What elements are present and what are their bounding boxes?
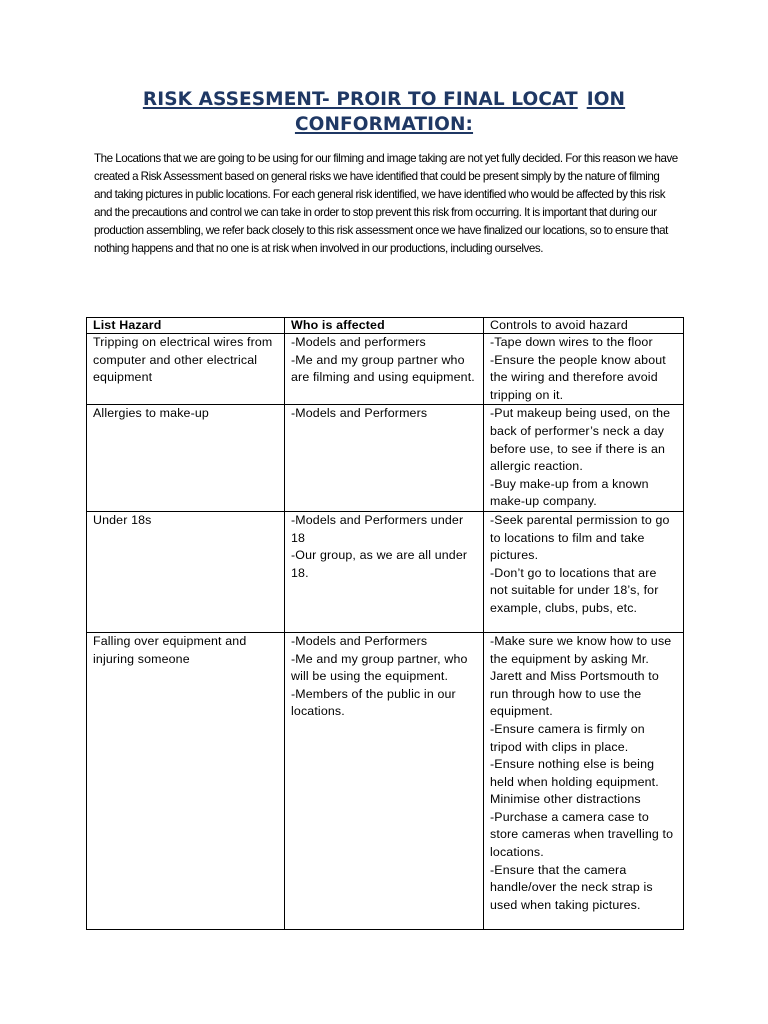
affected-cell: [285, 632, 484, 929]
control-line: Minimise other distractions: [490, 792, 641, 807]
affected-line: -Models and Performers under 18: [291, 512, 464, 545]
controls-cell: [484, 334, 684, 405]
control-line: -Ensure that the camera handle/over the neck strap is used when taking pictures.: [490, 862, 653, 912]
controls-cell: [484, 632, 684, 929]
table-row: [87, 334, 684, 405]
affected-cell: [285, 511, 484, 632]
table-header-row: [87, 318, 684, 334]
hazard-cell: Under 18s: [87, 511, 285, 632]
table-row: [87, 405, 684, 512]
hazard-cell: Allergies to make-up: [87, 405, 285, 512]
hazard-cell: Tripping on electrical wires from computer and other electrical equipment: [87, 334, 285, 405]
header-controls: Controls to avoid hazard: [484, 318, 684, 334]
affected-cell: [285, 334, 484, 405]
control-line: -Ensure the people know about the wiring and therefore avoid tripping on it.: [490, 352, 666, 402]
control-line: -Make sure we know how to use the equipment by asking Mr. Jarett and Miss Portsmouth to run through how to use the equipment.: [490, 633, 672, 719]
hazard-cell: Falling over equipment and injuring someone: [87, 632, 285, 929]
affected-line: -Our group, as we are all under 18.: [291, 548, 468, 580]
title-line-2: CONFORMATION:: [294, 114, 474, 135]
controls-cell: [484, 405, 684, 512]
control-line: -Tape down wires to the floor: [490, 335, 653, 349]
control-line: -Seek parental permission to go to locations to film and take pictures.: [490, 512, 670, 563]
controls-cell: [484, 511, 684, 632]
affected-line: -Models and Performers: [291, 406, 428, 421]
document-title: [86, 87, 682, 137]
affected-line: -Me and my group partner, who will be using the equipment.: [291, 651, 468, 684]
control-line: -Ensure nothing else is being held when holding equipment.: [490, 757, 659, 789]
control-line: -Don’t go to locations that are not suitable for under 18’s, for example, clubs, pubs, etc.: [490, 565, 659, 615]
title-part-1: RISK ASSESMENT- PROIR TO FINAL LOCAT: [142, 89, 578, 110]
affected-line: -Models and performers: [291, 335, 426, 349]
title-part-2: ION: [586, 89, 626, 110]
control-line: -Ensure camera is firmly on tripod with clips in place.: [490, 721, 645, 754]
control-line: -Put makeup being used, on the back of performer’s neck a day before use, to see if there is an allergic reaction.: [490, 406, 671, 474]
affected-line: -Models and Performers: [291, 633, 428, 648]
table-row: [87, 511, 684, 632]
header-list-hazard: List Hazard: [87, 318, 285, 334]
control-line: -Purchase a camera case to store cameras when travelling to locations.: [490, 809, 674, 860]
risk-assessment-table: [86, 317, 684, 930]
affected-line: -Members of the public in our locations.: [291, 686, 456, 719]
affected-line: -Me and my group partner who are filming and using equipment.: [291, 352, 475, 385]
affected-cell: [285, 405, 484, 512]
header-who-is-affected: Who is affected: [285, 318, 484, 334]
intro-paragraph: The Locations that we are going to be using for our filming and image taking are not yet fully decided. For this reason we have created a Risk Assessment based on general risks we have identified that could be present simply by the nature of filming and taking pictures in public locations. For each general risk identified, we have identified who would be affected by this risk and the precautions and control we can take in order to stop prevent this risk from occurring. It is important that during our production assembling, we refer back closely to this risk assessment once we have finalized our locations, so to ensure that nothing happens and that no one is at risk when involved in our productions, including ourselves.: [94, 152, 678, 255]
control-line: -Buy make-up from a known make-up company.: [490, 476, 649, 509]
table-row: [87, 632, 684, 929]
